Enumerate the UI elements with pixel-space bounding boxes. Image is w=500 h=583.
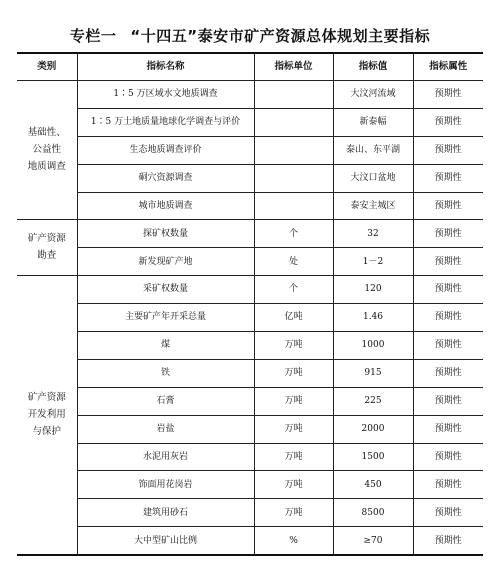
- attribute-cell: 预期性: [413, 415, 483, 443]
- attribute-cell: 预期性: [413, 81, 483, 109]
- table-row: [17, 276, 483, 304]
- header-unit: 指标单位: [254, 53, 333, 81]
- table-row: [17, 527, 483, 555]
- attribute-cell: 预期性: [413, 248, 483, 276]
- unit-cell: 万吨: [254, 443, 333, 471]
- category-cell: 矿产资源 开发利用 与保护: [17, 276, 77, 555]
- value-cell: 2000: [333, 415, 413, 443]
- value-cell: 120: [333, 276, 413, 304]
- unit-cell: %: [254, 527, 333, 555]
- indicator-name-cell: 石膏: [77, 387, 254, 415]
- unit-cell: 万吨: [254, 359, 333, 387]
- unit-cell: [254, 108, 333, 136]
- unit-cell: 处: [254, 248, 333, 276]
- value-cell: 32: [333, 220, 413, 248]
- table-row: [17, 387, 483, 415]
- unit-cell: 个: [254, 220, 333, 248]
- value-cell: 泰安主城区: [333, 192, 413, 220]
- value-cell: 915: [333, 359, 413, 387]
- attribute-cell: 预期性: [413, 276, 483, 304]
- attribute-cell: 预期性: [413, 192, 483, 220]
- value-cell: 大汶河流域: [333, 81, 413, 109]
- indicator-name-cell: 水泥用灰岩: [77, 443, 254, 471]
- value-cell: ≥70: [333, 527, 413, 555]
- category-cell: 矿产资源 勘查: [17, 220, 77, 276]
- table-row: [17, 415, 483, 443]
- table-row: [17, 81, 483, 109]
- value-cell: 450: [333, 471, 413, 499]
- header-value: 指标值: [333, 53, 413, 81]
- attribute-cell: 预期性: [413, 220, 483, 248]
- table-row: [17, 499, 483, 527]
- table-row: [17, 248, 483, 276]
- indicator-name-cell: 煤: [77, 332, 254, 360]
- unit-cell: 万吨: [254, 471, 333, 499]
- indicator-name-cell: 铁: [77, 359, 254, 387]
- header-attribute: 指标属性: [413, 53, 483, 81]
- table-row: [17, 332, 483, 360]
- attribute-cell: 预期性: [413, 471, 483, 499]
- indicator-name-cell: 1∶5 万土地质量地球化学调查与评价: [77, 108, 254, 136]
- attribute-cell: 预期性: [413, 387, 483, 415]
- indicator-name-cell: 探矿权数量: [77, 220, 254, 248]
- table-row: [17, 192, 483, 220]
- unit-cell: 万吨: [254, 387, 333, 415]
- value-cell: 1000: [333, 332, 413, 360]
- value-cell: 新泰幅: [333, 108, 413, 136]
- indicator-name-cell: 大中型矿山比例: [77, 527, 254, 555]
- table-row: [17, 359, 483, 387]
- indicator-name-cell: 建筑用砂石: [77, 499, 254, 527]
- column-label: 专栏一: [69, 26, 117, 45]
- unit-cell: [254, 136, 333, 164]
- attribute-cell: 预期性: [413, 527, 483, 555]
- indicator-name-cell: 新发现矿产地: [77, 248, 254, 276]
- value-cell: 1－2: [333, 248, 413, 276]
- table-row: [17, 471, 483, 499]
- indicator-name-cell: 岩盐: [77, 415, 254, 443]
- attribute-cell: 预期性: [413, 332, 483, 360]
- table-body: [17, 81, 483, 556]
- value-cell: 泰山、东平湖: [333, 136, 413, 164]
- attribute-cell: 预期性: [413, 359, 483, 387]
- title-text: “十四五”泰安市矿产资源总体规划主要指标: [130, 26, 431, 45]
- table-row: [17, 108, 483, 136]
- value-cell: 1500: [333, 443, 413, 471]
- indicator-name-cell: 生态地质调查评价: [77, 136, 254, 164]
- attribute-cell: 预期性: [413, 304, 483, 332]
- value-cell: 大汶口盆地: [333, 164, 413, 192]
- unit-cell: 万吨: [254, 415, 333, 443]
- table-title: [17, 18, 483, 52]
- table-row: [17, 443, 483, 471]
- indicator-name-cell: 硐穴资源调查: [77, 164, 254, 192]
- unit-cell: 万吨: [254, 499, 333, 527]
- table-row: [17, 164, 483, 192]
- indicator-name-cell: 饰面用花岗岩: [77, 471, 254, 499]
- header-indicator-name: 指标名称: [77, 53, 254, 81]
- unit-cell: 个: [254, 276, 333, 304]
- value-cell: 1.46: [333, 304, 413, 332]
- header-row: [17, 53, 483, 81]
- indicator-name-cell: 城市地质调查: [77, 192, 254, 220]
- indicator-name-cell: 主要矿产年开采总量: [77, 304, 254, 332]
- value-cell: 8500: [333, 499, 413, 527]
- attribute-cell: 预期性: [413, 136, 483, 164]
- table-row: [17, 136, 483, 164]
- unit-cell: [254, 192, 333, 220]
- header-category: 类别: [17, 53, 77, 81]
- attribute-cell: 预期性: [413, 499, 483, 527]
- table-row: [17, 304, 483, 332]
- indicator-name-cell: 采矿权数量: [77, 276, 254, 304]
- table-row: [17, 220, 483, 248]
- unit-cell: [254, 164, 333, 192]
- attribute-cell: 预期性: [413, 164, 483, 192]
- attribute-cell: 预期性: [413, 443, 483, 471]
- unit-cell: 亿吨: [254, 304, 333, 332]
- unit-cell: [254, 81, 333, 109]
- attribute-cell: 预期性: [413, 108, 483, 136]
- indicator-name-cell: 1∶5 万区域水文地质调查: [77, 81, 254, 109]
- category-cell: 基础性、 公益性 地质调查: [17, 81, 77, 220]
- value-cell: 225: [333, 387, 413, 415]
- indicator-table: [17, 52, 483, 556]
- unit-cell: 万吨: [254, 332, 333, 360]
